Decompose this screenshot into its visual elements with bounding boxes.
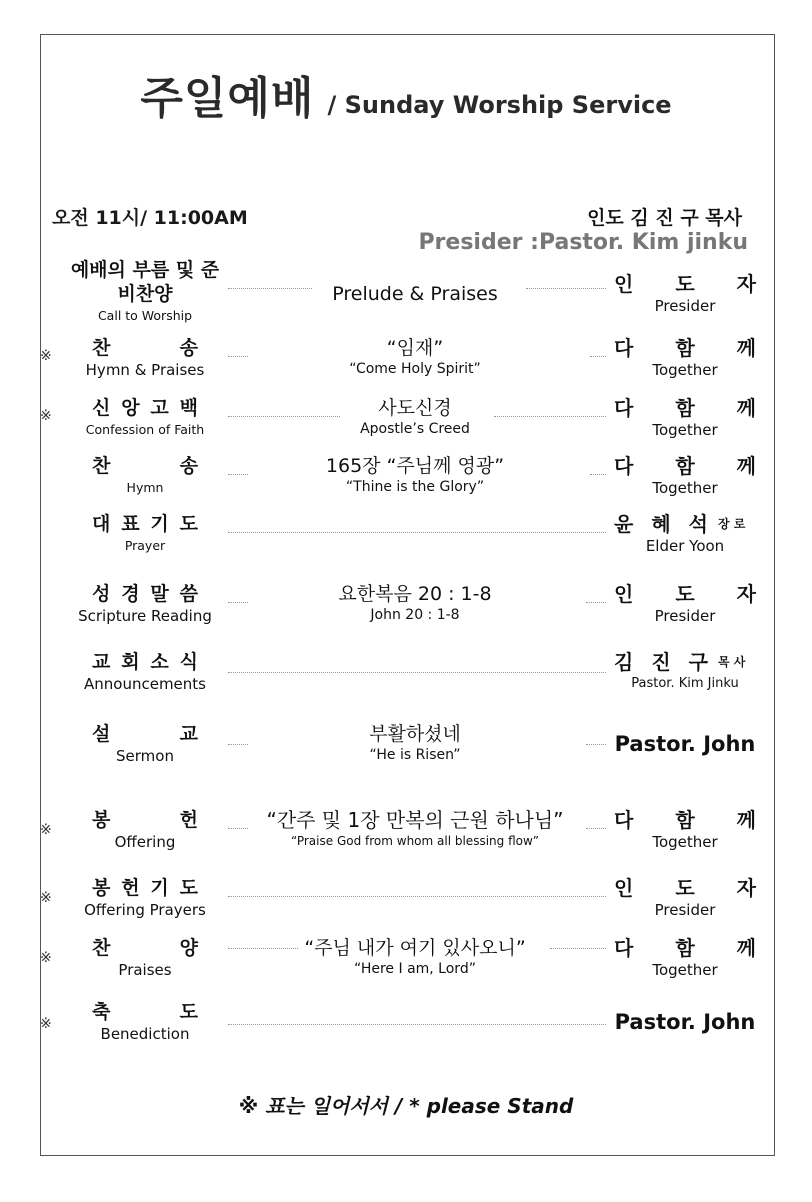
item-content-en: “Come Holy Spirit”	[349, 361, 481, 377]
item-title-en: Offering	[114, 833, 176, 851]
item-leader-ko: 인 도 자	[614, 876, 756, 900]
item-content-ko: “주님 내가 여기 있사오니”	[304, 937, 526, 959]
item-content-ko: “간주 및 1장 만복의 근원 하나님”	[266, 808, 564, 832]
item-leader-en: Pastor. Kim Jinku	[631, 676, 739, 691]
leader-dots	[550, 948, 606, 949]
item-leader-ko: 인 도 자	[614, 582, 756, 606]
leader-dots	[586, 602, 606, 603]
item-title-en: Sermon	[116, 747, 174, 765]
item-title-ko: 봉 헌 기 도	[92, 877, 198, 899]
item-title-en: Prayer	[124, 538, 166, 553]
item-leader-en: Together	[652, 361, 718, 379]
item-content-en: “Here I am, Lord”	[354, 961, 476, 977]
item-content-ko: 사도신경	[378, 397, 452, 419]
leader-dots	[526, 288, 606, 289]
item-content-en: “Praise God from whom all blessing flow”	[291, 834, 539, 848]
leader-dots	[228, 532, 606, 533]
title-korean: 주일예배	[140, 73, 315, 124]
item-title-ko: 봉 헌	[92, 809, 198, 831]
item-content-en: “He is Risen”	[369, 747, 461, 763]
item-leader-ko: 다 함 께	[614, 396, 756, 420]
item-leader-ko: 다 함 께	[614, 936, 756, 960]
presider-korean: 인도 김 진 구 목사	[587, 207, 742, 229]
presider-english: Presider :Pastor. Kim jinku	[418, 230, 748, 255]
item-title-en: Call to Worship	[97, 308, 193, 323]
stand-mark: ※	[40, 348, 52, 364]
item-leader-ko: 인 도 자	[614, 272, 756, 296]
title-english: / Sunday Worship Service	[327, 91, 672, 119]
item-title-en: Scripture Reading	[78, 607, 212, 625]
item-title-en: Hymn	[126, 480, 164, 495]
item-leader-en: Pastor. John	[614, 1010, 756, 1034]
item-content-ko: 165장 “주님께 영광”	[325, 455, 505, 477]
leader-dots	[590, 356, 606, 357]
item-content-ko: 요한복음 20 : 1-8	[338, 583, 492, 605]
stand-note: ※ 표는 일어서서 / * please Stand	[238, 1094, 574, 1118]
item-title-ko: 축 도	[92, 1001, 198, 1023]
leader-dots	[586, 828, 606, 829]
leader-dots	[590, 474, 606, 475]
leader-dots	[586, 744, 606, 745]
item-leader-en: Pastor. John	[614, 732, 756, 756]
item-content-en: Apostle’s Creed	[360, 421, 470, 437]
item-leader-ko: 김 진 구 목 사	[614, 650, 746, 674]
item-content-ko: “임재”	[386, 337, 444, 359]
item-leader-en: Presider	[654, 607, 716, 625]
item-title-en: Offering Prayers	[84, 901, 206, 919]
item-leader-ko: 다 함 께	[614, 336, 756, 360]
item-title-ko: 찬 양	[92, 937, 198, 959]
item-title-ko: 찬 송	[92, 455, 198, 477]
item-leader-en: Together	[652, 421, 718, 439]
item-title-ko: 찬 송	[92, 337, 198, 359]
stand-mark: ※	[40, 950, 52, 966]
item-title-en: Announcements	[84, 675, 206, 693]
item-title-ko: 신 앙 고 백	[92, 397, 198, 419]
item-title-en: Confession of Faith	[85, 422, 205, 437]
item-title-en: Benediction	[100, 1025, 190, 1043]
item-leader-en: Together	[652, 833, 718, 851]
item-leader-en: Presider	[654, 901, 716, 919]
item-leader-ko: 다 함 께	[614, 454, 756, 478]
item-title-en: Hymn & Praises	[85, 361, 205, 379]
item-title-ko: 교 회 소 식	[92, 651, 198, 673]
item-leader-ko: 다 함 께	[614, 808, 756, 832]
leader-dots	[228, 896, 606, 897]
item-leader-en: Presider	[654, 297, 716, 315]
item-leader-en: Elder Yoon	[645, 537, 725, 555]
stand-mark: ※	[40, 890, 52, 906]
stand-mark: ※	[40, 1016, 52, 1032]
item-content-ko: Prelude & Praises	[332, 283, 498, 305]
stand-mark: ※	[40, 822, 52, 838]
leader-dots	[494, 416, 606, 417]
item-leader-en: Together	[652, 961, 718, 979]
item-title-ko: 성 경 말 씀	[92, 583, 198, 605]
item-title-ko: 예배의 부름 및 준비찬양	[70, 259, 220, 305]
item-content-ko: 부활하셨네	[369, 723, 461, 745]
stand-mark: ※	[40, 408, 52, 424]
item-content-en: “Thine is the Glory”	[345, 479, 485, 495]
leader-dots	[228, 1024, 606, 1025]
item-title-ko: 설 교	[92, 723, 198, 745]
service-time: 오전 11시/ 11:00AM	[52, 207, 248, 229]
item-leader-ko: 윤 혜 석 장 로	[614, 512, 746, 536]
item-content-en: John 20 : 1-8	[370, 607, 460, 623]
item-title-en: Praises	[118, 961, 172, 979]
leader-dots	[228, 672, 606, 673]
page-title	[0, 62, 812, 126]
item-leader-en: Together	[652, 479, 718, 497]
item-title-ko: 대 표 기 도	[92, 513, 198, 535]
